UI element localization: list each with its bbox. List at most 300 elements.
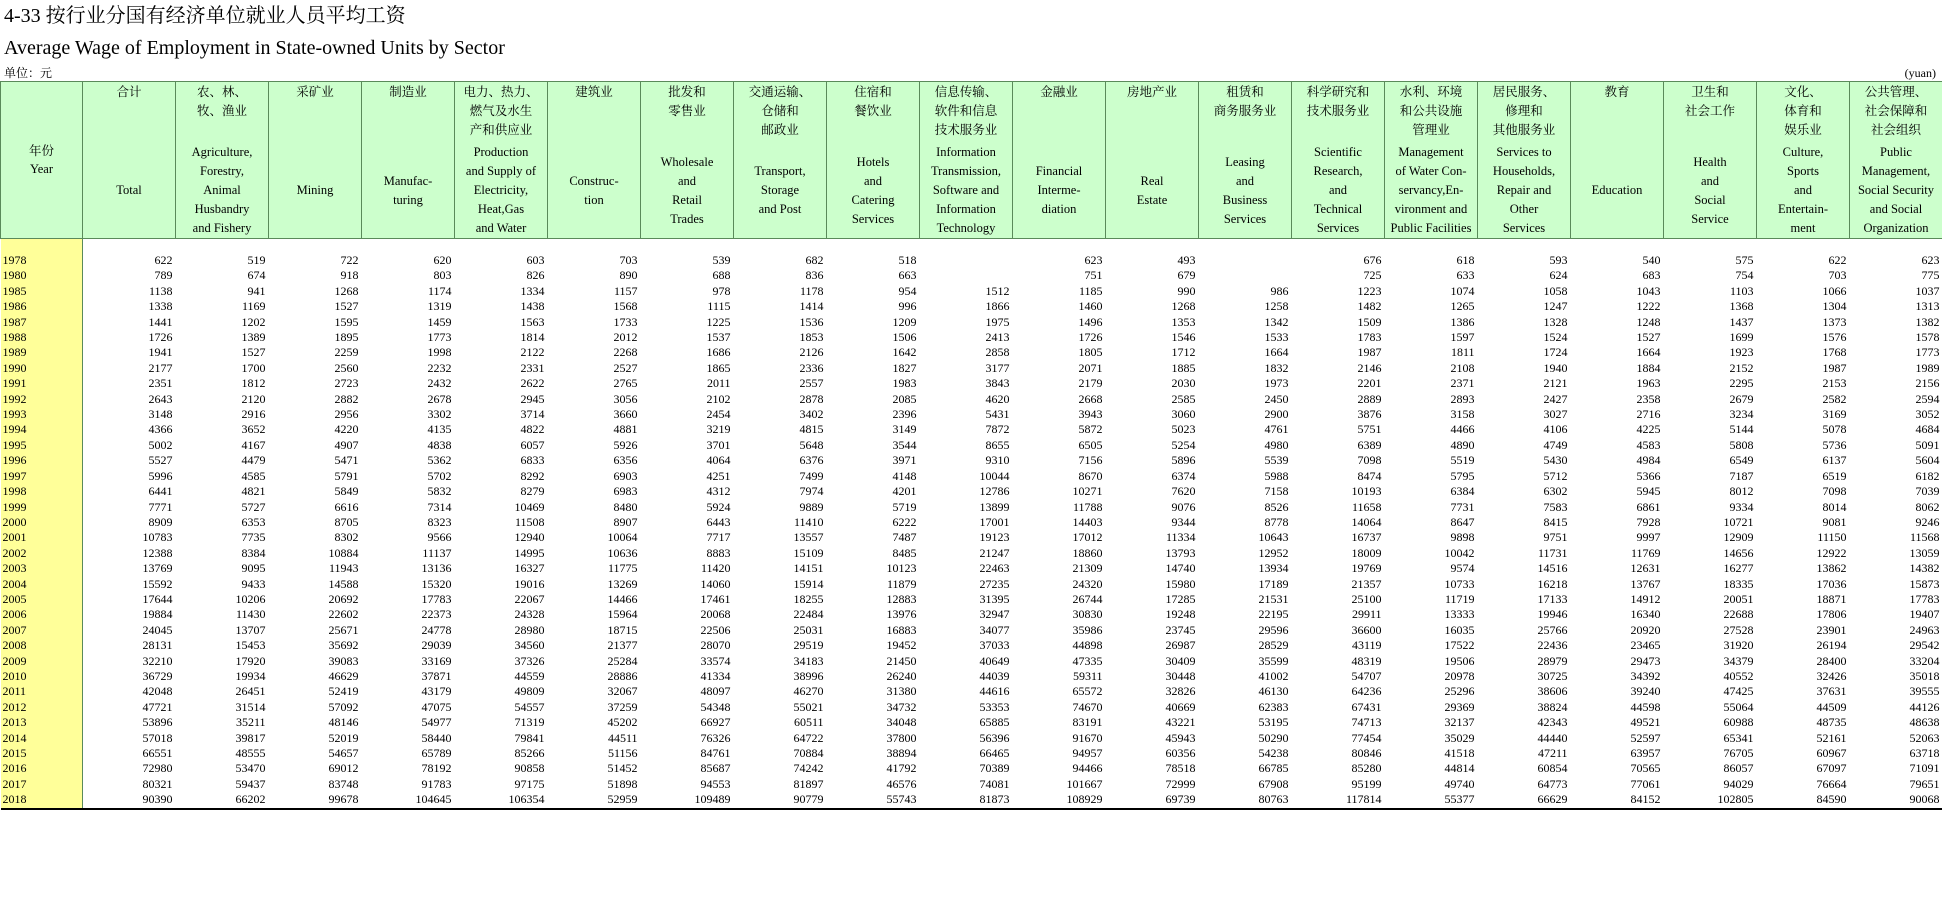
value-cell: 2153 <box>1822 376 1847 391</box>
value-cell: 1563 <box>520 314 545 329</box>
value-cell: 90068 <box>1850 792 1942 808</box>
value-cell: 1576 <box>1822 330 1847 345</box>
value-cell: 2585 <box>1171 391 1196 406</box>
value-cell: 29039 <box>421 638 452 653</box>
value-cell: 28979 <box>1537 653 1568 668</box>
value-cell: 5832 <box>427 484 452 499</box>
value-cell: 31380 <box>886 684 917 699</box>
value-cell: 44126 <box>1909 699 1940 714</box>
value-cell: 11334 <box>1165 530 1196 545</box>
value-cell: 9095 <box>241 561 266 576</box>
value-cell: 11568 <box>1909 530 1940 545</box>
column-header <box>548 82 641 239</box>
value-cell: 1169 <box>241 299 266 314</box>
value-cell: 9574 <box>1450 561 1475 576</box>
value-cell: 95199 <box>1351 776 1382 791</box>
value-cell: 65789 <box>421 746 452 760</box>
year-cell: 2016 <box>1 761 83 776</box>
value-cell: 7974 <box>799 484 824 499</box>
value-cell: 51898 <box>607 776 638 791</box>
value-cell: 1178 <box>799 283 824 298</box>
value-cell: 1414 <box>799 299 824 314</box>
value-cell: 1185 <box>1078 283 1103 298</box>
value-cell: 29519 <box>793 638 824 653</box>
year-cell: 1985 <box>1 284 83 299</box>
value-cell: 74242 <box>793 761 824 776</box>
value-cell: 1987 <box>1822 360 1847 375</box>
unit-label-en: (yuan) <box>1904 66 1936 80</box>
value-cell: 8474 <box>1357 468 1382 483</box>
value-cell: 72999 <box>1165 776 1196 791</box>
value-cell: 1319 <box>427 299 452 314</box>
year-cell: 2005 <box>1 592 83 607</box>
value-cell: 1700 <box>241 360 266 375</box>
value-cell: 37259 <box>607 699 638 714</box>
column-header-cn: 信息传输、 软件和信息 技术服务业 <box>934 84 998 137</box>
value-cell: 66785 <box>1258 761 1289 776</box>
value-cell: 3701 <box>706 437 731 452</box>
value-cell: 1382 <box>1915 314 1940 329</box>
value-cell: 15980 <box>1165 576 1196 591</box>
value-cell: 91783 <box>421 776 452 791</box>
value-cell: 52419 <box>328 684 359 699</box>
value-cell: 34732 <box>886 699 917 714</box>
value-cell: 97175 <box>514 776 545 791</box>
value-cell: 6505 <box>1078 437 1103 452</box>
table-row <box>1 530 1942 545</box>
value-cell: 4135 <box>427 422 452 437</box>
value-cell: 14382 <box>1909 561 1940 576</box>
value-cell: 17806 <box>1816 607 1847 622</box>
value-cell: 4366 <box>148 422 173 437</box>
value-cell: 38606 <box>1537 684 1568 699</box>
value-cell: 30830 <box>1072 607 1103 622</box>
value-cell: 90779 <box>734 792 827 808</box>
value-cell: 13934 <box>1258 561 1289 576</box>
value-cell: 20920 <box>1630 622 1661 637</box>
table-row <box>1 453 1942 468</box>
value-cell: 21377 <box>607 638 638 653</box>
year-cell: 1980 <box>1 268 83 283</box>
value-cell: 33204 <box>1909 653 1940 668</box>
value-cell: 8292 <box>520 468 545 483</box>
value-cell: 722 <box>340 253 359 267</box>
value-cell: 41334 <box>700 668 731 683</box>
value-cell: 11769 <box>1630 545 1661 560</box>
value-cell: 42048 <box>142 684 173 699</box>
page-title-en: Average Wage of Employment in State-owned Units by Sector <box>4 37 505 59</box>
value-cell: 1642 <box>892 345 917 360</box>
value-cell: 29542 <box>1909 638 1940 653</box>
value-cell: 5751 <box>1357 422 1382 437</box>
value-cell: 47425 <box>1723 684 1754 699</box>
value-cell: 1138 <box>148 283 173 298</box>
value-cell: 54977 <box>421 715 452 730</box>
value-cell: 2358 <box>1636 391 1661 406</box>
value-cell: 996 <box>898 299 917 314</box>
value-cell: 81873 <box>920 792 1013 808</box>
value-cell: 25766 <box>1537 622 1568 637</box>
value-cell: 8302 <box>334 530 359 545</box>
value-cell: 101667 <box>1066 776 1103 791</box>
value-cell: 83748 <box>328 776 359 791</box>
year-cell: 1999 <box>1 500 83 515</box>
value-cell: 44559 <box>514 668 545 683</box>
value-cell: 16035 <box>1444 622 1475 637</box>
value-cell: 17522 <box>1444 638 1475 653</box>
value-cell: 78192 <box>421 761 452 776</box>
value-cell: 30448 <box>1165 668 1196 683</box>
value-cell: 6376 <box>799 453 824 468</box>
value-cell: 42343 <box>1537 715 1568 730</box>
value-cell: 4251 <box>706 468 731 483</box>
value-cell: 2177 <box>148 360 173 375</box>
value-cell: 8485 <box>892 545 917 560</box>
value-cell: 7928 <box>1636 514 1661 529</box>
table-row <box>1 607 1942 622</box>
value-cell: 28131 <box>142 638 173 653</box>
value-cell: 39555 <box>1909 684 1940 699</box>
value-cell <box>920 268 1013 283</box>
value-cell: 10721 <box>1723 514 1754 529</box>
value-cell: 104645 <box>362 792 455 808</box>
value-cell: 703 <box>1828 268 1847 283</box>
value-cell: 8778 <box>1264 514 1289 529</box>
value-cell: 16277 <box>1723 561 1754 576</box>
value-cell: 2152 <box>1729 360 1754 375</box>
value-cell: 27528 <box>1723 622 1754 637</box>
value-cell: 1342 <box>1264 314 1289 329</box>
value-cell: 15109 <box>793 545 824 560</box>
value-cell: 2121 <box>1543 376 1568 391</box>
value-cell: 48735 <box>1816 715 1847 730</box>
value-cell: 5604 <box>1915 453 1940 468</box>
value-cell: 15320 <box>421 576 452 591</box>
value-cell: 54707 <box>1351 668 1382 683</box>
value-cell: 60854 <box>1537 761 1568 776</box>
value-cell: 90390 <box>83 792 176 808</box>
value-cell: 6441 <box>148 484 173 499</box>
value-cell: 3302 <box>427 407 452 422</box>
value-cell: 34048 <box>886 715 917 730</box>
value-cell: 9334 <box>1729 499 1754 514</box>
value-cell: 6443 <box>706 514 731 529</box>
year-cell: 1993 <box>1 407 83 422</box>
value-cell: 44898 <box>1072 638 1103 653</box>
table-row <box>1 623 1942 638</box>
table-row <box>1 484 1942 499</box>
value-cell: 5727 <box>241 499 266 514</box>
value-cell: 17783 <box>421 591 452 606</box>
value-cell: 6302 <box>1543 484 1568 499</box>
value-cell: 8323 <box>427 514 452 529</box>
value-cell: 71319 <box>514 715 545 730</box>
value-cell: 13557 <box>793 530 824 545</box>
value-cell: 5539 <box>1264 453 1289 468</box>
value-cell: 1509 <box>1357 314 1382 329</box>
value-cell: 1768 <box>1822 345 1847 360</box>
value-cell: 18860 <box>1072 545 1103 560</box>
value-cell: 2716 <box>1636 407 1661 422</box>
value-cell: 633 <box>1456 268 1475 283</box>
value-cell: 28886 <box>607 668 638 683</box>
spacer-row <box>1 239 1942 254</box>
value-cell: 22463 <box>979 561 1010 576</box>
value-cell: 62383 <box>1258 699 1289 714</box>
value-cell: 12631 <box>1630 561 1661 576</box>
value-cell: 37326 <box>514 653 545 668</box>
value-cell: 76664 <box>1816 776 1847 791</box>
value-cell: 18009 <box>1351 545 1382 560</box>
value-cell: 37631 <box>1816 684 1847 699</box>
value-cell: 74081 <box>979 776 1010 791</box>
value-cell: 20068 <box>700 607 731 622</box>
value-cell: 60511 <box>793 715 824 730</box>
value-cell: 117814 <box>1292 792 1385 808</box>
value-cell: 703 <box>619 253 638 267</box>
value-cell: 5945 <box>1636 484 1661 499</box>
year-cell: 1996 <box>1 453 83 468</box>
year-cell: 1997 <box>1 469 83 484</box>
table-body <box>1 239 1942 809</box>
value-cell: 65572 <box>1072 684 1103 699</box>
value-cell: 54657 <box>328 746 359 760</box>
value-cell: 76326 <box>700 730 731 745</box>
value-cell: 64236 <box>1351 684 1382 699</box>
value-cell: 1597 <box>1450 330 1475 345</box>
column-header-cn: 住宿和 餐饮业 <box>854 84 892 118</box>
value-cell <box>1199 253 1292 268</box>
value-cell: 67431 <box>1351 699 1382 714</box>
value-cell: 3219 <box>706 422 731 437</box>
value-cell: 1438 <box>520 299 545 314</box>
value-cell: 5002 <box>148 437 173 452</box>
year-cell: 2008 <box>1 638 83 653</box>
value-cell: 9081 <box>1822 514 1847 529</box>
value-cell: 74670 <box>1072 699 1103 714</box>
table-row <box>1 669 1942 684</box>
value-cell: 11879 <box>886 576 917 591</box>
value-cell: 2945 <box>520 391 545 406</box>
value-cell: 2120 <box>241 391 266 406</box>
value-cell: 37800 <box>886 730 917 745</box>
value-cell: 14466 <box>607 591 638 606</box>
year-cell: 2011 <box>1 684 83 699</box>
table-row <box>1 299 1942 314</box>
value-cell: 539 <box>712 253 731 267</box>
value-cell: 11420 <box>700 561 731 576</box>
value-cell: 6389 <box>1357 437 1382 452</box>
value-cell: 2156 <box>1915 376 1940 391</box>
value-cell: 39240 <box>1630 684 1661 699</box>
value-cell: 1814 <box>520 330 545 345</box>
value-cell: 7620 <box>1171 484 1196 499</box>
value-cell: 9889 <box>799 499 824 514</box>
value-cell: 2878 <box>799 391 824 406</box>
table-row <box>1 684 1942 699</box>
value-cell: 32067 <box>607 684 638 699</box>
value-cell: 2594 <box>1915 391 1940 406</box>
value-cell: 1724 <box>1543 345 1568 360</box>
value-cell: 34183 <box>793 653 824 668</box>
value-cell: 13793 <box>1165 545 1196 560</box>
column-header-en: Production and Supply of Electricity, Heat,Gas and Water <box>465 145 537 235</box>
value-cell: 69739 <box>1106 792 1199 808</box>
value-cell: 53896 <box>142 715 173 730</box>
value-cell: 2396 <box>892 407 917 422</box>
column-header <box>83 82 176 239</box>
value-cell: 69012 <box>328 761 359 776</box>
value-cell: 1783 <box>1357 330 1382 345</box>
column-header-en: Manufac- turing <box>383 173 433 207</box>
value-cell: 6983 <box>613 484 638 499</box>
value-cell <box>920 253 1013 268</box>
value-cell: 6903 <box>613 468 638 483</box>
value-cell: 10123 <box>886 561 917 576</box>
column-header-cn: 交通运输、 仓储和 邮政业 <box>748 84 812 137</box>
value-cell: 21357 <box>1351 576 1382 591</box>
value-cell: 1568 <box>613 299 638 314</box>
value-cell: 20978 <box>1444 668 1475 683</box>
value-cell: 623 <box>1084 253 1103 267</box>
year-cell: 1990 <box>1 361 83 376</box>
value-cell: 12952 <box>1258 545 1289 560</box>
year-cell: 1992 <box>1 392 83 407</box>
value-cell: 2011 <box>706 376 731 391</box>
column-header <box>734 82 827 239</box>
value-cell: 17189 <box>1258 576 1289 591</box>
value-cell: 5091 <box>1915 437 1940 452</box>
value-cell: 1686 <box>706 345 731 360</box>
value-cell: 109489 <box>641 792 734 808</box>
value-cell: 9751 <box>1543 530 1568 545</box>
value-cell: 3056 <box>613 391 638 406</box>
value-cell: 24320 <box>1072 576 1103 591</box>
value-cell: 1989 <box>1915 360 1940 375</box>
value-cell: 47211 <box>1537 746 1568 760</box>
value-cell: 12786 <box>979 484 1010 499</box>
column-header <box>1571 82 1664 239</box>
value-cell: 3177 <box>985 360 1010 375</box>
value-cell: 890 <box>619 268 638 283</box>
value-cell: 48555 <box>235 746 266 760</box>
value-cell: 1157 <box>613 283 638 298</box>
table-row <box>1 561 1942 576</box>
value-cell: 78518 <box>1165 761 1196 776</box>
value-cell: 15453 <box>235 638 266 653</box>
value-cell: 2085 <box>892 391 917 406</box>
year-cell: 1978 <box>1 253 83 268</box>
value-cell: 22484 <box>793 607 824 622</box>
value-cell: 26240 <box>886 668 917 683</box>
value-cell: 2450 <box>1264 391 1289 406</box>
value-cell: 4821 <box>241 484 266 499</box>
value-cell: 663 <box>898 268 917 283</box>
value-cell: 4220 <box>334 422 359 437</box>
value-cell: 5254 <box>1171 437 1196 452</box>
value-cell: 34560 <box>514 638 545 653</box>
value-cell: 7098 <box>1822 484 1847 499</box>
value-cell: 13136 <box>421 561 452 576</box>
value-cell: 1712 <box>1171 345 1196 360</box>
value-cell: 19506 <box>1444 653 1475 668</box>
value-cell: 3234 <box>1729 407 1754 422</box>
value-cell: 40649 <box>979 653 1010 668</box>
value-cell: 17285 <box>1165 591 1196 606</box>
year-cell: 2012 <box>1 700 83 715</box>
value-cell: 50290 <box>1258 730 1289 745</box>
value-cell: 9310 <box>985 453 1010 468</box>
value-cell: 10206 <box>235 591 266 606</box>
value-cell: 26451 <box>235 684 266 699</box>
value-cell: 14060 <box>700 576 731 591</box>
value-cell: 24328 <box>514 607 545 622</box>
value-cell: 12388 <box>142 545 173 560</box>
value-cell: 26194 <box>1816 638 1847 653</box>
value-cell: 1512 <box>985 283 1010 298</box>
value-cell: 19123 <box>979 530 1010 545</box>
value-cell: 1866 <box>985 299 1010 314</box>
value-cell: 67097 <box>1816 761 1847 776</box>
value-cell: 51452 <box>607 761 638 776</box>
value-cell: 2668 <box>1078 391 1103 406</box>
value-cell: 108929 <box>1013 792 1106 808</box>
value-cell: 85280 <box>1351 761 1382 776</box>
value-cell: 39817 <box>235 730 266 745</box>
value-cell: 3402 <box>799 407 824 422</box>
value-cell: 1885 <box>1171 360 1196 375</box>
value-cell: 44616 <box>979 684 1010 699</box>
value-cell: 624 <box>1549 268 1568 283</box>
value-cell: 679 <box>1177 268 1196 283</box>
value-cell: 7717 <box>706 530 731 545</box>
value-cell: 47335 <box>1072 653 1103 668</box>
value-cell: 1527 <box>241 345 266 360</box>
value-cell: 1268 <box>1171 299 1196 314</box>
value-cell: 17920 <box>235 653 266 668</box>
value-cell: 51156 <box>607 746 638 760</box>
value-cell: 2259 <box>334 345 359 360</box>
value-cell: 4225 <box>1636 422 1661 437</box>
value-cell: 1537 <box>706 330 731 345</box>
value-cell: 5719 <box>892 499 917 514</box>
value-cell: 11150 <box>1817 530 1847 545</box>
value-cell <box>1199 268 1292 283</box>
value-cell: 8907 <box>613 514 638 529</box>
value-cell: 8415 <box>1543 514 1568 529</box>
value-cell: 11508 <box>514 514 545 529</box>
value-cell: 1313 <box>1915 299 1940 314</box>
value-cell: 80321 <box>142 776 173 791</box>
value-cell: 20692 <box>328 591 359 606</box>
value-cell: 14740 <box>1165 561 1196 576</box>
table-row <box>1 546 1942 561</box>
value-cell: 954 <box>898 283 917 298</box>
value-cell: 2071 <box>1078 360 1103 375</box>
value-cell: 47721 <box>142 699 173 714</box>
value-cell: 29473 <box>1630 653 1661 668</box>
value-cell: 36600 <box>1351 622 1382 637</box>
column-header-en: Hotels and Catering Services <box>851 154 895 226</box>
wage-table <box>0 81 1942 810</box>
value-cell: 2427 <box>1543 391 1568 406</box>
value-cell: 2643 <box>148 391 173 406</box>
value-cell: 4749 <box>1543 437 1568 452</box>
value-cell: 2900 <box>1264 407 1289 422</box>
table-row <box>1 700 1942 715</box>
year-cell: 2013 <box>1 715 83 730</box>
value-cell: 5808 <box>1729 437 1754 452</box>
